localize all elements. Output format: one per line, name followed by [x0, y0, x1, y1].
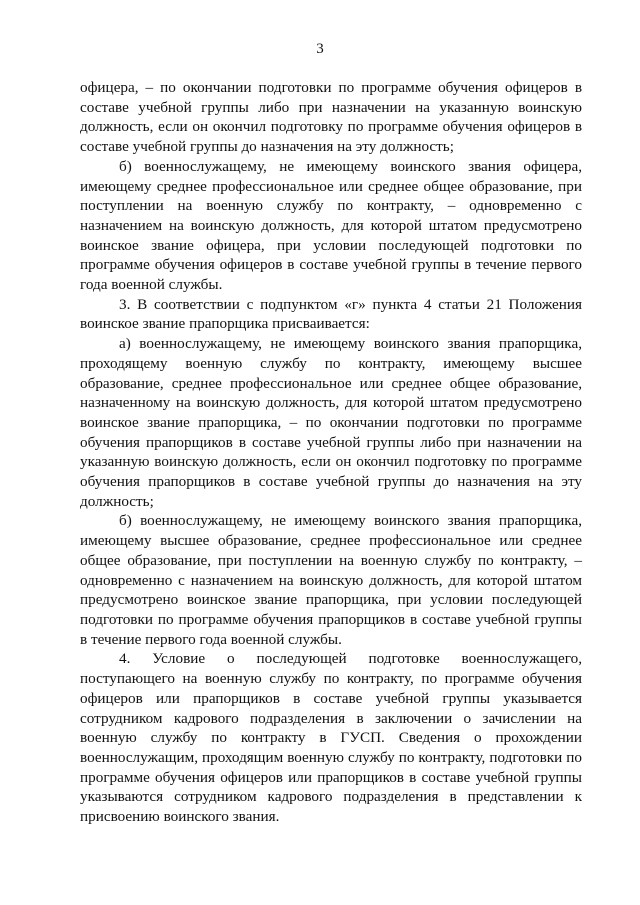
paragraph-warrant-officer-b: б) военнослужащему, не имеющему воинского звания прапорщика, имеющему высшее образование, среднее профессиональное или среднее общее образование, при поступлении на военную службу по контракту, – одновременно с назначением на воинскую должность, для которой штатом предусмотрено воинское звание прапорщика, при условии последующей подготовки по программе обучения прапорщиков в составе учебной группы в течение первого года военной службы.: [80, 512, 582, 648]
paragraph-officer-a-continuation: офицера, – по окончании подготовки по программе обучения офицеров в составе учебной группы либо при назначении на указанную воинскую должность, если он окончил подготовку по программе обучения офицеров в составе учебной группы до назначения на эту должность;: [80, 79, 582, 156]
paragraph-officer-b: б) военнослужащему, не имеющему воинского звания офицера, имеющему среднее профессиональное или среднее общее образование, при поступлении на военную службу по контракту, – одновременно с назначением на воинскую должность, для которой штатом предусмотрено воинское звание офицера, при условии последующей подготовки по программе обучения офицеров в составе учебной группы в течение первого года военной службы.: [80, 157, 582, 294]
paragraph-section-4: 4. Условие о последующей подготовке военнослужащего, поступающего на военную службу по контракту, по программе обучения офицеров или прапорщиков в составе учебной группы указывается сотрудником кадрового подразделения в заключении о зачислении на военную службу по контракту в ГУСП. Сведения о прохождении военнослужащим, проходящим военную службу по контракту, подготовки по программе обучения офицеров или прапорщиков в составе учебной группы указываются сотрудником кадрового подразделения в представлении к присвоению воинского звания.: [80, 650, 582, 826]
paragraph-section-3-intro: 3. В соответствии с подпунктом «г» пункта 4 статьи 21 Положения воинское звание прапорщика присваивается:: [80, 295, 582, 333]
paragraph-warrant-officer-a: а) военнослужащему, не имеющему воинского звания прапорщика, проходящему военную службу по контракту, имеющему высшее образование, среднее профессиональное или среднее общее образование, назначенному на воинскую должность, для которой штатом предусмотрено воинское звание прапорщика, – по окончании подготовки по программе обучения прапорщиков в составе учебной группы либо при назначении на указанную воинскую должность, если он окончил подготовку по программе обучения прапорщиков в составе учебной группы до назначения на эту должность;: [80, 335, 582, 510]
page-number: 3: [316, 41, 324, 57]
document-body: [80, 78, 582, 827]
